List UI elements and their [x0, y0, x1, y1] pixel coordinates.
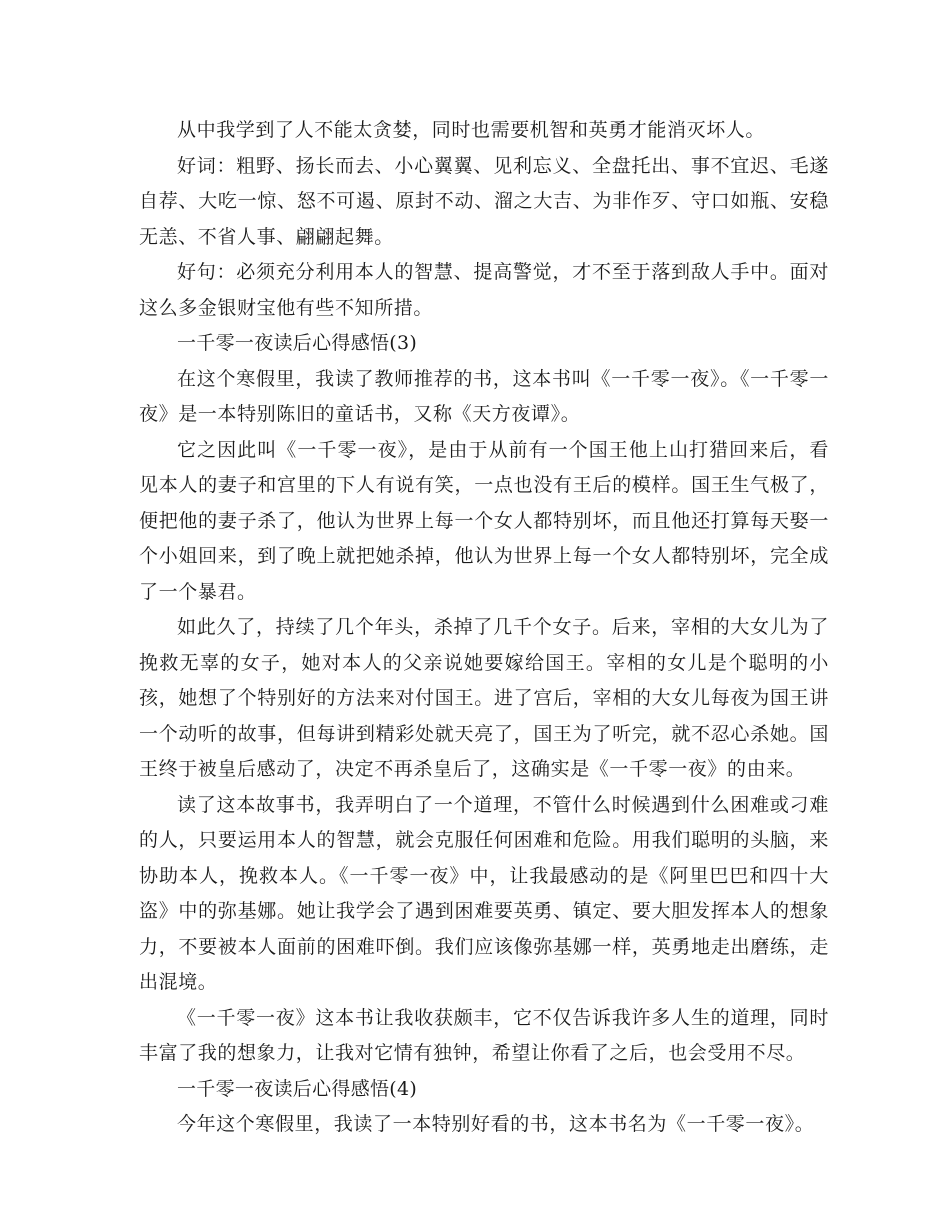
- section-heading-4: 一千零一夜读后心得感悟(4): [177, 1077, 418, 1100]
- document-body: [139, 113, 829, 1143]
- paragraph-reflection: 读了这本故事书，我弄明白了一个道理，不管什么时候遇到什么困难或刁难的人，只要运用本人的智慧，就会克服任何困难和危险。用我们聪明的头脑，来协助本人，挽救本人。《一千零一夜》中，让我最感动的是《阿里巴巴和四十大盗》中的弥基娜。她让我学会了遇到困难要英勇、镇定、要大胆发挥本人的想象力，不要被本人面前的困难吓倒。我们应该像弥基娜一样，英勇地走出磨练，走出混境。: [139, 793, 829, 993]
- paragraph-conclusion: 《一千零一夜》这本书让我收获颇丰，它不仅告诉我许多人生的道理，同时丰富了我的想象力，让我对它情有独钟，希望让你看了之后，也会受用不尽。: [139, 1006, 829, 1064]
- paragraph-lesson: 从中我学到了人不能太贪婪，同时也需要机智和英勇才能消灭坏人。: [177, 119, 766, 141]
- paragraph-good-words: 好词：粗野、扬长而去、小心翼翼、见利忘义、全盘托出、事不宜迟、毛遂自荐、大吃一惊、怒不可遏、原封不动、溜之大吉、为非作歹、守口如瓶、安稳无恙、不省人事、翩翩起舞。: [139, 154, 829, 248]
- paragraph-intro-3: 在这个寒假里，我读了教师推荐的书，这本书叫《一千零一夜》。《一千零一夜》是一本特别陈旧的童话书，又称《天方夜谭》。: [139, 367, 829, 425]
- paragraph-intro-4: 今年这个寒假里，我读了一本特别好看的书，这本书名为《一千零一夜》。: [177, 1113, 815, 1135]
- paragraph-story: 如此久了，持续了几个年头，杀掉了几千个女子。后来，宰相的大女儿为了挽救无辜的女子，她对本人的父亲说她要嫁给国王。宰相的女儿是个聪明的小孩，她想了个特别好的方法来对付国王。进了宫后，宰相的大女儿每夜为国王讲一个动听的故事，但每讲到精彩处就天亮了，国王为了听完，就不忍心杀她。国王终于被皇后感动了，决定不再杀皇后了，这确实是《一千零一夜》的由来。: [139, 616, 829, 780]
- paragraph-good-sentences: 好句：必须充分利用本人的智慧、提高警觉，才不至于落到敌人手中。面对这么多金银财宝他有些不知所措。: [139, 261, 829, 319]
- section-heading-3: 一千零一夜读后心得感悟(3): [177, 332, 418, 354]
- paragraph-origin: 它之因此叫《一千零一夜》，是由于从前有一个国王他上山打猎回来后，看见本人的妻子和宫里的下人有说有笑，一点也没有王后的模样。国王生气极了，便把他的妻子杀了，他认为世界上每一个女人都特别坏，而且他还打算每天娶一个小姐回来，到了晚上就把她杀掉，他认为世界上每一个女人都特别坏，完全成了一个暴君。: [139, 438, 829, 603]
